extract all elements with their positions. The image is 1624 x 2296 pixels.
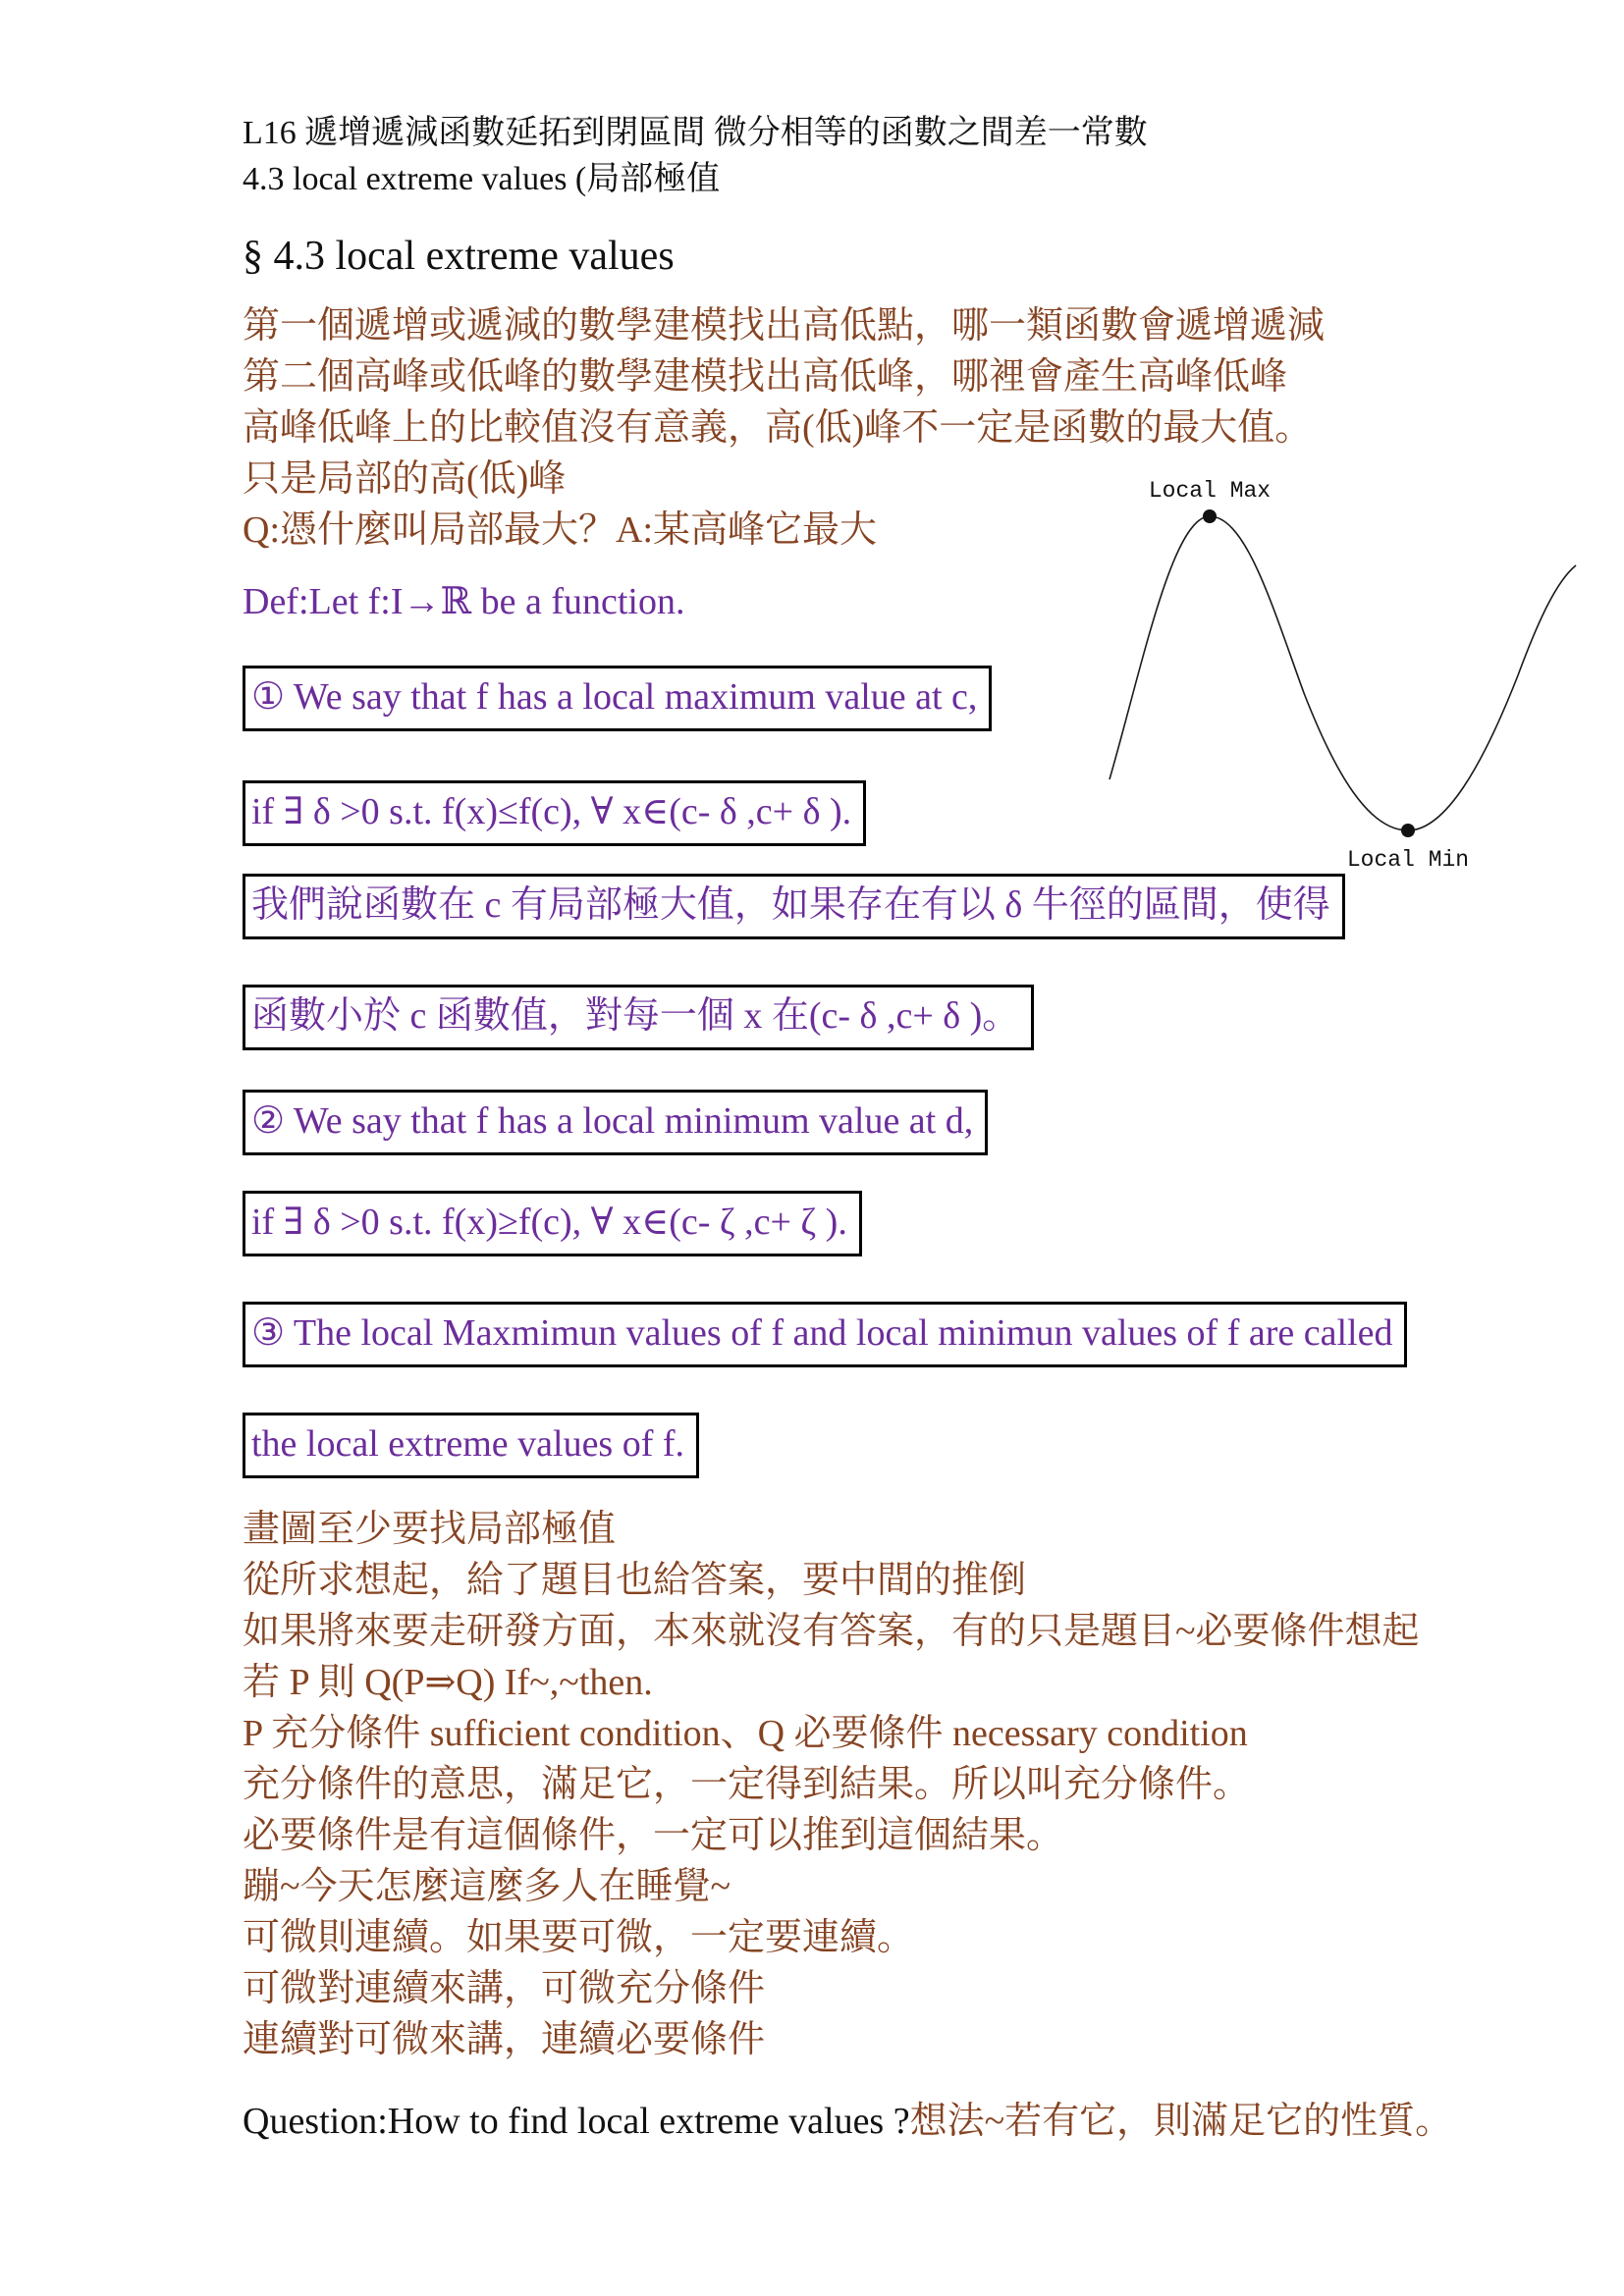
question-text-english: Question:How to find local extreme values ? [243,2101,910,2142]
lecture-note-line: 若 P 則 Q(P⇒Q) If~,~then. [243,1662,653,1703]
definition-box-row [243,874,1548,939]
definition-box-3: 我們說函數在 c 有局部極大值，如果存在有以 δ 牛徑的區間，使得 [243,874,1345,939]
definition-box-2: if ∃ δ >0 s.t. f(x)≤f(c), ∀ x∈(c- δ ,c+ δ ). [243,780,866,846]
curve-plot [1098,459,1594,876]
intro-note-line: 高峰低峰上的比較值沒有意義，高(低)峰不一定是函數的最大值。 [243,407,1313,449]
definition-intro: Def:Let f:I→ℝ be a function. [243,581,685,622]
local-max-label: Local Max [1148,478,1272,504]
lecture-note-line: 可微對連續來講，可微充分條件 [243,1968,766,2009]
doc-title-line-1: L16 遞增遞減函數延拓到閉區間 微分相等的函數之間差一常數 [243,115,1148,151]
intro-note-line: 第二個高峰或低峰的數學建模找出高低峰，哪裡會產生高峰低峰 [243,356,1288,398]
lecture-note-line: 畫圖至少要找局部極值 [243,1509,617,1550]
question-line [243,2095,1548,2148]
function-curve [1110,516,1576,830]
definition-box-row [243,1413,1548,1478]
intro-note-line: 第一個遞增或遞減的數學建模找出高低點，哪一類函數會遞增遞減 [243,305,1326,347]
definition-box-8: the local extreme values of f. [243,1413,699,1478]
definition-box-7: ③ The local Maxmimun values of f and local minimun values of f are called [243,1302,1407,1367]
local-min-label: Local Min [1346,847,1470,873]
definition-box-row [243,1090,1548,1155]
definition-box-row [243,985,1548,1050]
lecture-note-line: 蹦~今天怎麼這麼多人在睡覺~ [243,1866,731,1907]
section-heading: § 4.3 local extreme values [243,234,675,279]
definition-box-row [243,1302,1548,1367]
lecture-note-line: 必要條件是有這個條件，一定可以推到這個結果。 [243,1815,1064,1856]
lecture-note-line: 如果將來要走研發方面，本來就沒有答案，有的只是題目~必要條件想起 [243,1611,1420,1652]
lecture-note-line: 可微則連續。如果要可微，一定要連續。 [243,1917,915,1958]
question-text-chinese: 想法~若有它，則滿足它的性質。 [909,2101,1453,2142]
definition-box-1: ① We say that f has a local maximum value at c, [243,666,992,731]
definition-box-row [243,1191,1548,1256]
intro-note-line: 只是局部的高(低)峰 [243,458,567,500]
definition-box-5: ② We say that f has a local minimum value at d, [243,1090,988,1155]
lecture-note-line: 充分條件的意思，滿足它，一定得到結果。所以叫充分條件。 [243,1764,1251,1805]
lecture-note-line: 連續對可微來講，連續必要條件 [243,2019,766,2060]
local-max-point [1203,509,1217,523]
definition-box-4: 函數小於 c 函數值，對每一個 x 在(c- δ ,c+ δ )。 [243,985,1034,1050]
lecture-notes-block [243,1504,1548,2065]
document-content [243,110,1548,2148]
local-extrema-curve-figure [1098,459,1594,876]
lecture-note-line: P 充分條件 sufficient condition、Q 必要條件 necessary condition [243,1713,1248,1754]
local-min-point [1401,824,1415,837]
intro-note-line: Q:憑什麼叫局部最大？A:某高峰它最大 [243,509,878,551]
doc-title-line-2: 4.3 local extreme values (局部極值 [243,161,721,197]
lecture-note-line: 從所求想起，給了題目也給答案，要中間的推倒 [243,1560,1027,1601]
definition-box-6: if ∃ δ >0 s.t. f(x)≥f(c), ∀ x∈(c- ζ ,c+ ζ ). [243,1191,862,1256]
